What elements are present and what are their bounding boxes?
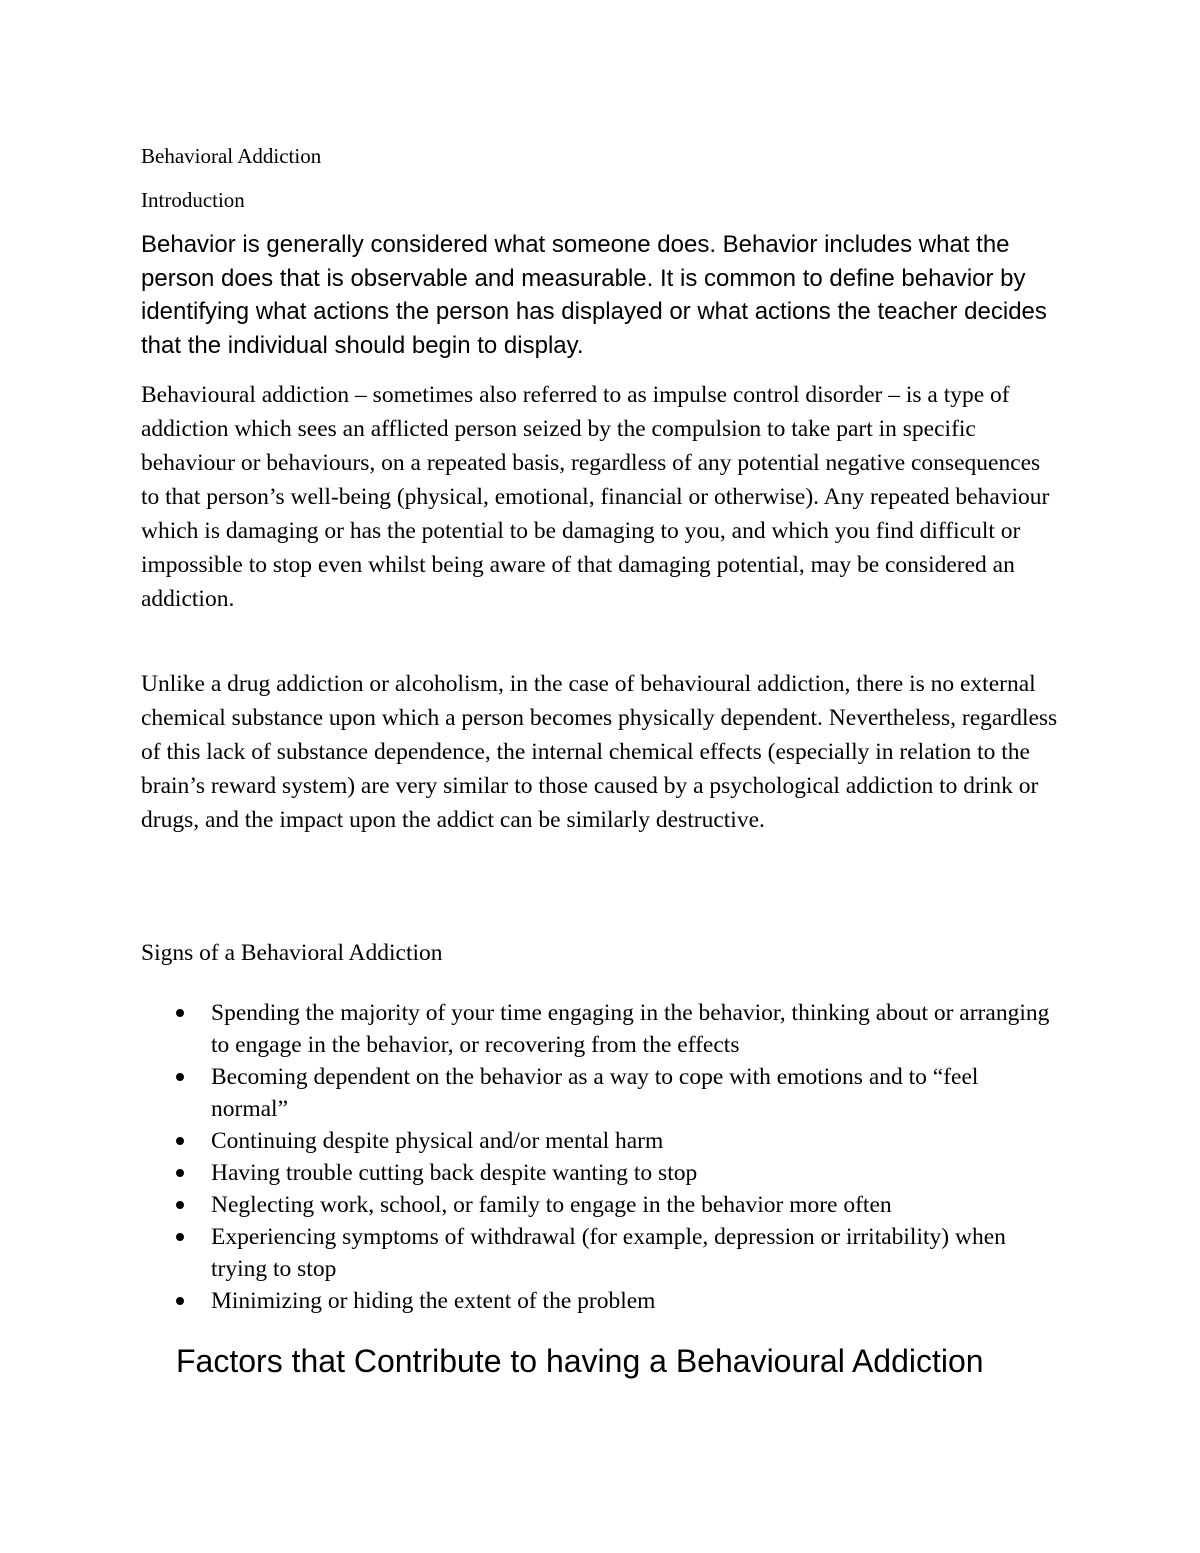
bullet-icon bbox=[176, 1297, 184, 1305]
bullet-icon bbox=[176, 1009, 184, 1017]
bullet-icon bbox=[176, 1073, 184, 1081]
paragraph-behavioural-addiction: Behavioural addiction – sometimes also referred to as impulse control disorder – is a type of addiction which sees an afflicted person seized by the compulsion to take part in specific behaviour or behaviours, on a repeated basis, regardless of any potential negative consequences to that person’s well-being (physical, emotional, financial or otherwise). Any repeated behaviour which is damaging or has the potential to be damaging to you, and which you find difficult or impossible to stop even whilst being aware of that damaging potential, may be considered an addiction. bbox=[141, 382, 1050, 612]
bullet-icon bbox=[176, 1201, 184, 1209]
paragraph-unlike-drug-addiction: Unlike a drug addiction or alcoholism, in the case of behavioural addiction, there is no external chemical substance upon which a person becomes physically dependent. Nevertheless, regardless of this lack of substance dependence, the internal chemical effects (especially in relation to the brain’s reward system) are very similar to those caused by a psychological addiction to drink or drugs, and the impact upon the addict can be similarly destructive. bbox=[141, 671, 1058, 833]
list-item bbox=[141, 1189, 1061, 1221]
list-item-text: Having trouble cutting back despite wanting to stop bbox=[211, 1160, 698, 1186]
list-item bbox=[141, 997, 1061, 1061]
list-item-text: Experiencing symptoms of withdrawal (for example, depression or irritability) when trying to stop bbox=[211, 1224, 1006, 1282]
factors-heading: Factors that Contribute to having a Behavioural Addiction bbox=[176, 1343, 984, 1379]
list-item-text: Spending the majority of your time engaging in the behavior, thinking about or arranging to engage in the behavior, or recovering from the effects bbox=[211, 1000, 1050, 1058]
list-item bbox=[141, 1285, 1061, 1317]
bullet-icon bbox=[176, 1233, 184, 1241]
list-item bbox=[141, 1125, 1061, 1157]
list-item-text: Becoming dependent on the behavior as a way to cope with emotions and to “feel normal” bbox=[211, 1064, 979, 1122]
introduction-label: Introduction bbox=[141, 188, 245, 212]
paragraph-behavior-definition: Behavior is generally considered what someone does. Behavior includes what the person does that is observable and measurable. It is common to define behavior by identifying what actions the person has displayed or what actions the teacher decides that the individual should begin to display. bbox=[141, 231, 1047, 359]
list-item-text: Neglecting work, school, or family to engage in the behavior more often bbox=[211, 1192, 892, 1218]
signs-list bbox=[141, 997, 1061, 1317]
bullet-icon bbox=[176, 1169, 184, 1177]
document-title: Behavioral Addiction bbox=[141, 144, 322, 168]
list-item bbox=[141, 1157, 1061, 1189]
signs-heading: Signs of a Behavioral Addiction bbox=[141, 940, 443, 966]
list-item bbox=[141, 1221, 1061, 1285]
bullet-icon bbox=[176, 1137, 184, 1145]
list-item-text: Minimizing or hiding the extent of the problem bbox=[211, 1288, 656, 1314]
list-item bbox=[141, 1061, 1061, 1125]
list-item-text: Continuing despite physical and/or mental harm bbox=[211, 1128, 664, 1154]
